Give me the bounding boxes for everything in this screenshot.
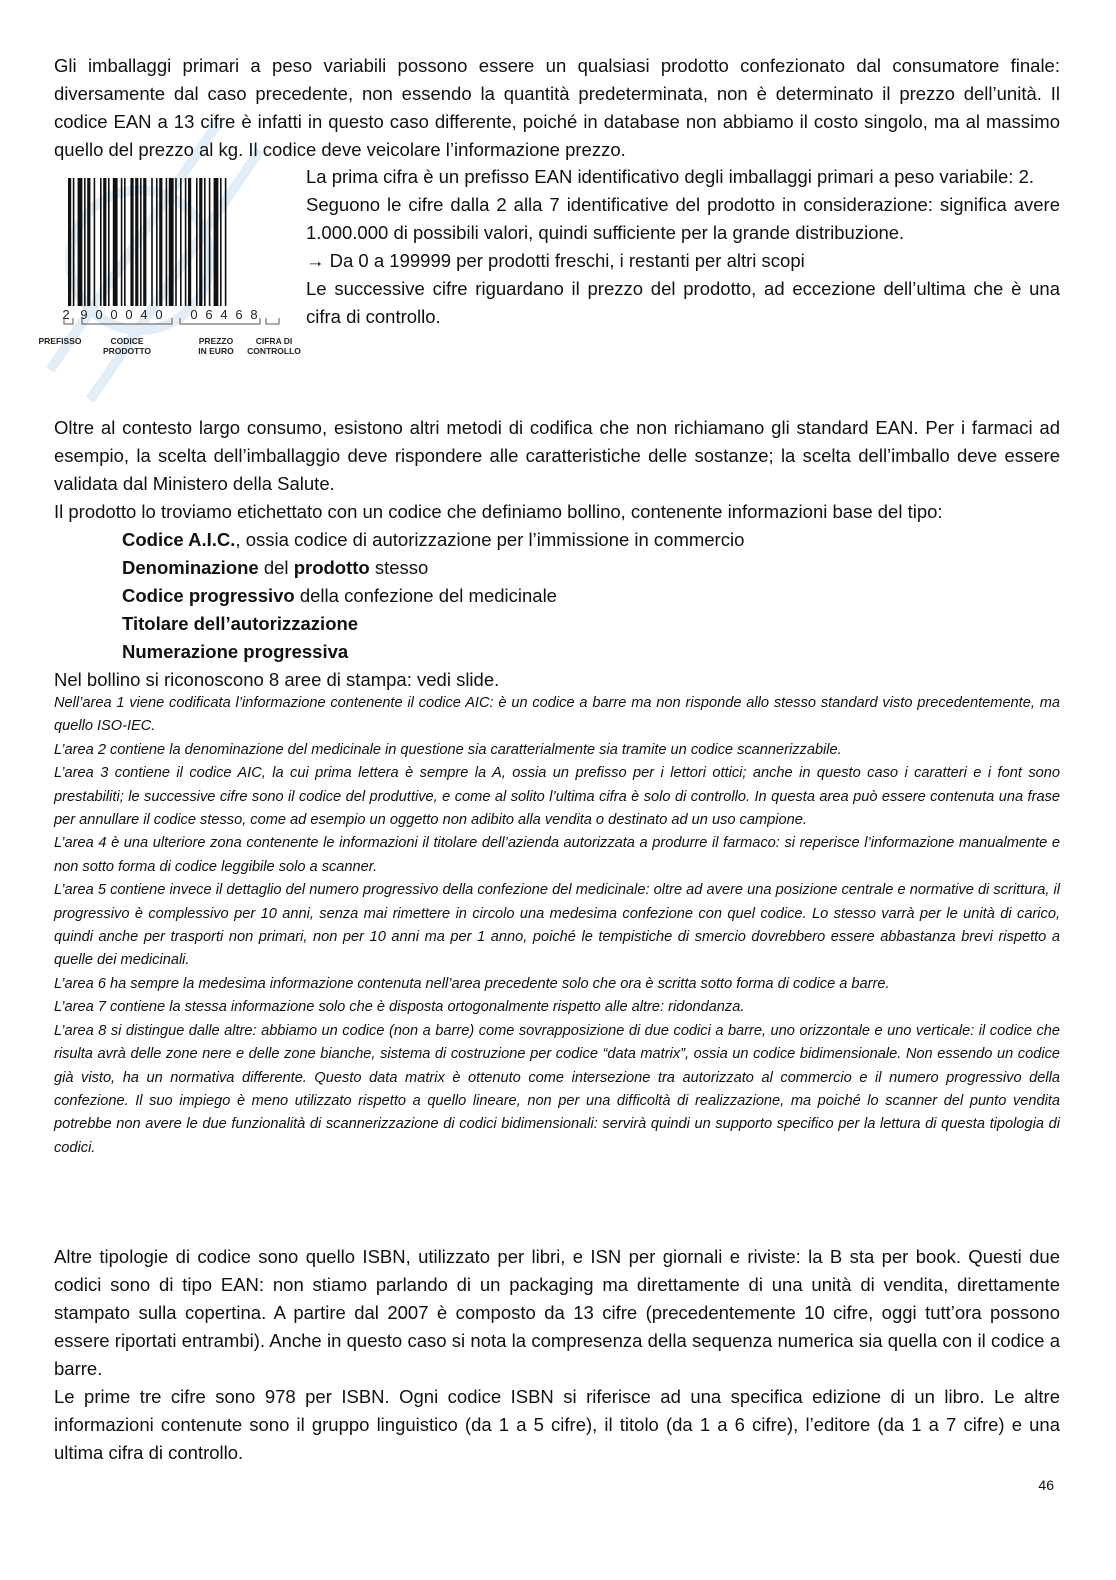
pharma-paragraph-1: Oltre al contesto largo consumo, esistono altri metodi di codifica che non richiamano gli standard EAN. Per i farmaci ad esempio, la scelta dell’imballaggio deve rispondere alle caratteristiche delle sostanze; la scelta dell’imballo deve essere validata dal Ministero della Salute.: [54, 417, 1060, 494]
barcode-bar: [113, 178, 118, 306]
barcode-bar: [209, 178, 211, 306]
area-paragraph: L’area 8 si distingue dalle altre: abbiamo un codice (non a barre) come sovrapposizione di due codici a barre, uno orizzontale e uno verticale: il codice che risulta avrà delle zone nere e delle zone bianche, sistema di costruzione per codice “data matrix”, ossia un codice bidimensionale. Non essendo un codice già visto, ha un normativa differente. Questo data matrix è ottenuto come intersezione tra autorizzato al commercio e il numero progressivo della confezione. Il suo impiego è meno utilizzato rispetto a quello lineare, non per una difficoltà di realizzazione, ma poiché lo scanner del punto vendita potrebbe non avere le due funzionalità di scannerizzazione di codici bidimensionali: servirà quindi un supporto specifico per la lettura di questa tipologia di codici.: [54, 1022, 1060, 1156]
area-paragraph: L’area 2 contiene la denominazione del medicinale in questione sia caratterialmente sia tramite un codice scannerizzabile.: [54, 741, 842, 758]
barcode-digit: 0: [125, 307, 133, 322]
barcode-digit: 0: [110, 307, 118, 322]
barcode-digit: 2: [62, 307, 70, 322]
barcode-bar: [140, 178, 142, 306]
barcode-bar: [135, 178, 138, 306]
bollino-list: [54, 526, 1060, 666]
barcode-bar: [73, 178, 75, 306]
pharma-paragraph-2: Il prodotto lo troviamo etichettato con un codice che definiamo bollino, contenente informazioni base del tipo:: [54, 501, 943, 522]
list-item: Numerazione progressiva: [122, 641, 349, 662]
barcode-digit: 4: [220, 307, 228, 322]
barcode-bar: [220, 178, 222, 306]
page-number: 46: [1038, 1477, 1054, 1493]
label-prezzo-2: IN EURO: [198, 346, 234, 356]
barcode-bar: [169, 178, 174, 306]
barcode-bar: [188, 178, 191, 306]
barcode-text-line: → Da 0 a 199999 per prodotti freschi, i restanti per altri scopi: [306, 250, 805, 271]
barcode-bar: [151, 178, 153, 306]
barcode-bar: [78, 178, 83, 306]
area-paragraph: L’area 5 contiene invece il dettaglio del numero progressivo della confezione del medicinale: oltre ad avere una posizione centrale e normative di scrittura, il progressivo è complessivo per 10 anni, senza mai rimettere in circolo una medesima confezione con quel codice. Lo stesso varrà per le unità di carico, quindi anche per trasporti non primari, non per 10 anni ma per 1 anno, poiché le tempistiche di smercio dovrebbero essere abbastanza brevi rispetto a quelle dei medicinali.: [54, 882, 1060, 969]
label-controllo-2: CONTROLLO: [247, 346, 301, 356]
barcode-digit: 6: [235, 307, 243, 322]
barcode-bar: [87, 178, 90, 306]
barcode-bar: [100, 178, 102, 306]
barcode-digit: 0: [190, 307, 198, 322]
barcode-bar: [121, 178, 123, 306]
list-item: Codice progressivo della confezione del medicinale: [122, 585, 557, 606]
barcode-bar: [108, 178, 110, 306]
list-item: Codice A.I.C., ossia codice di autorizzazione per l’immissione in commercio: [122, 529, 745, 550]
label-codice-2: PRODOTTO: [102, 346, 152, 356]
isbn-paragraph-1: Altre tipologie di codice sono quello ISBN, utilizzato per libri, e ISN per giornali e riviste: la B sta per book. Questi due codici sono di tipo EAN: non stiamo parlando di un packaging ma direttamente di una unità di vendita, direttamente stampato sulla copertina. A partire dal 2007 è composto da 13 cifre (precedentemente 10 cifre, oggi tutt’ora possono essere riportati entrambi). Anche in questo caso si nota la compresenza della sequenza numerica sia quella con il codice a barre.: [54, 1246, 1060, 1379]
barcode-digit: 0: [155, 307, 163, 322]
barcode-text-line: Le successive cifre riguardano il prezzo del prodotto, ad eccezione dell’ultima che è una cifra di controllo.: [306, 278, 1060, 327]
barcode-bar: [196, 178, 198, 306]
list-item: Denominazione del prodotto stesso: [122, 557, 429, 578]
areas-section: [54, 692, 1060, 1160]
barcode-digit: 8: [250, 307, 258, 322]
ean-barcode-figure: [34, 178, 304, 363]
barcode-digit: 9: [80, 307, 88, 322]
isbn-paragraph-2: Le prime tre cifre sono 978 per ISBN. Ogni codice ISBN si riferisce ad una specifica edizione di un libro. Le altre informazioni contenute sono il gruppo linguistico (da 1 a 5 cifre), il titolo (da 1 a 6 cifre), l’editore (da 1 a 7 cifre) e una ultima cifra di controllo.: [54, 1386, 1060, 1463]
isbn-section: [54, 1243, 1060, 1467]
label-controllo-1: CIFRA DI: [255, 336, 293, 346]
pharma-paragraph-3: Nel bollino si riconoscono 8 aree di stampa: vedi slide.: [54, 669, 500, 690]
label-prefisso: PREFISSO: [38, 336, 82, 346]
barcode-bar: [143, 178, 146, 306]
area-paragraph: L’area 7 contiene la stessa informazione solo che è disposta ortogonalmente rispetto alle altre: ridondanza.: [54, 999, 745, 1016]
barcode-digit: 6: [205, 307, 213, 322]
barcode-bar: [166, 178, 168, 306]
list-item: Titolare dell’autorizzazione: [122, 613, 359, 634]
barcode-bar: [185, 178, 187, 306]
barcode-bar: [159, 178, 162, 306]
area-paragraph: L’area 6 ha sempre la medesima informazione contenuta nell’area precedente solo che ora è scritta sotto forma di codice a barre.: [54, 975, 890, 992]
intro-paragraph: Gli imballaggi primari a peso variabili possono essere un qualsiasi prodotto confezionato dal consumatore finale: diversamente dal caso precedente, non essendo la quantità predeterminata, non è determinato il prezzo dell’unità. Il codice EAN a 13 cifre è infatti in questo caso differente, poiché in database non abbiamo il costo singolo, ma al massimo quello del prezzo al kg. Il codice deve veicolare l’informazione prezzo.: [54, 55, 1060, 160]
barcode-digit: 0: [95, 307, 103, 322]
barcode-bar: [124, 178, 126, 306]
barcode-bar: [175, 178, 177, 306]
area-paragraph: L’area 4 è una ulteriore zona contenente le informazioni il titolare dell’azienda autorizzata a produrre il farmaco: si reperisce l’informazione manualmente e non sotto forma di codice leggibile solo a scanner.: [54, 835, 1060, 875]
barcode-bar: [199, 178, 202, 306]
barcode-digit: 4: [140, 307, 148, 322]
area-paragraph: L’area 3 contiene il codice AIC, la cui prima lettera è sempre la A, ossia un prefisso per i lettori ottici; anche in questo caso i caratteri e i font sono prestabiliti; le successive cifre sono il codice del produttive, e come al solito l’ultima cifra è solo di controllo. In questa area può essere contenuta una frase per annullare il codice stesso, come ad esempio un oggetto non adibito alla vendita o destinato ad un uso campione.: [54, 765, 1060, 829]
barcode-bar: [94, 178, 96, 306]
barcode-text-line: La prima cifra è un prefisso EAN identificativo degli imballaggi primari a peso variabile: 2.: [306, 166, 1035, 187]
barcode-bar: [225, 178, 227, 306]
barcode-bars: [68, 178, 226, 306]
barcode-text-line: Seguono le cifre dalla 2 alla 7 identificative del prodotto in considerazione: significa avere 1.000.000 di possibili valori, quindi sufficiente per la grande distribuzione.: [306, 194, 1060, 243]
barcode-bar: [130, 178, 133, 306]
barcode-bar: [103, 178, 106, 306]
barcode-bar: [180, 178, 182, 306]
barcode-bar: [214, 178, 219, 306]
barcode-bar: [156, 178, 158, 306]
barcode-explanation: [306, 163, 1060, 331]
area-paragraph: Nell’area 1 viene codificata l’informazione contenente il codice AIC: è un codice a barre ma non risponde allo stesso standard visto precedentemente, ma quello ISO-IEC.: [54, 695, 1060, 735]
label-codice-1: CODICE: [110, 336, 144, 346]
label-prezzo-1: PREZZO: [198, 336, 234, 346]
barcode-bar: [68, 178, 71, 306]
barcode-bar: [204, 178, 206, 306]
barcode-bar: [84, 178, 86, 306]
barcode-digits: [62, 307, 257, 322]
pharma-section: [54, 414, 1060, 694]
